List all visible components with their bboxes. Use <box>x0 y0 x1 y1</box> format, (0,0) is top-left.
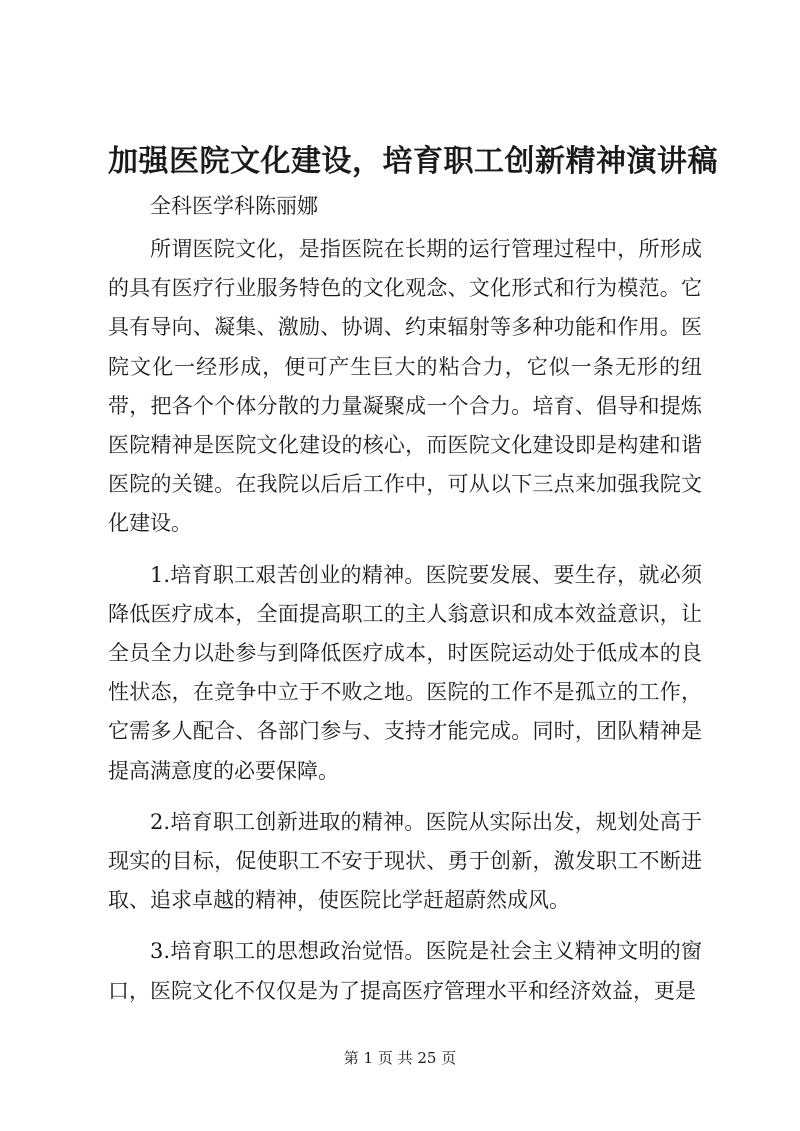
paragraph-point-3: 3.培育职工的思想政治觉悟。医院是社会主义精神文明的窗口，医院文化不仅仅是为了提高医疗管理水平和经济效益，更是 <box>108 939 702 1003</box>
page-footer: 第 1 页 共 25 页 <box>343 1049 457 1067</box>
author-line: 全科医学科陈丽娜 <box>150 194 318 218</box>
paragraph-point-2: 2.培育职工创新进取的精神。医院从实际出发，规划处高于现实的目标，促使职工不安于现状、勇于创新，激发职工不断进取、追求卓越的精神，使医院比学赶超蔚然成风。 <box>108 809 702 913</box>
paragraph-point-1: 1.培育职工艰苦创业的精神。医院要发展、要生存，就必须降低医疗成本，全面提高职工的主人翁意识和成本效益意识，让全员全力以赴参与到降低医疗成本，时医院运动处于低成本的良性状态，在竞争中立于不败之地。医院的工作不是孤立的工作，它需多人配合、各部门参与、支持才能完成。同时，团队精神是提高满意度的必要保障。 <box>108 562 702 783</box>
document-title: 加强医院文化建设，培育职工创新精神演讲稿 <box>108 144 718 179</box>
paragraph-intro: 所谓医院文化，是指医院在长期的运行管理过程中，所形成的具有医疗行业服务特色的文化观念、文化形式和行为模范。它具有导向、凝集、激励、协调、约束辐射等多种功能和作用。医院文化一经形成，便可产生巨大的粘合力，它似一条无形的纽带，把各个个体分散的力量凝聚成一个合力。培育、倡导和提炼医院精神是医院文化建设的核心，而医院文化建设即是构建和谐医院的关键。在我院以后后工作中，可从以下三点来加强我院文化建设。 <box>108 237 702 536</box>
document-body <box>108 230 702 1011</box>
